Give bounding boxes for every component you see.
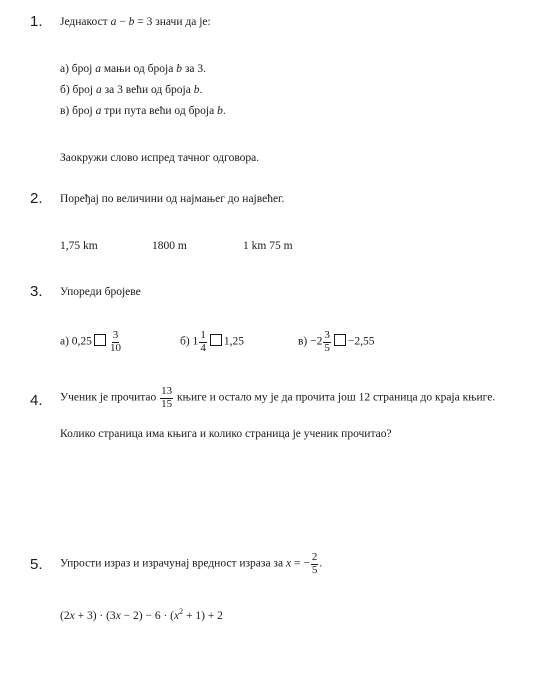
q4-stem: Ученик је прочитао $\frac{13}{15}$ књиге и остало му је да прочита још 12 страница до краја књиге.: [60, 385, 496, 410]
q2-value-2: 1800 m: [152, 240, 187, 252]
fraction: $\frac{1}{4}$: [200, 329, 206, 354]
fraction: $\frac{13}{15}$: [161, 385, 173, 410]
q1-option-a: а) број a мањи од броја b за 3.: [60, 63, 206, 75]
q2-stem: Поређај по величини од најмањег до највећег.: [60, 193, 285, 205]
q2-value-3: 1 km 75 m: [243, 240, 293, 252]
q3-stem: Упореди бројеве: [60, 286, 141, 298]
q3-number: 3.: [30, 283, 43, 300]
q4-question: Колико страница има књига и колико страница је ученик прочитао?: [60, 428, 392, 440]
q3-part-c: в) −2 $\frac{3}{5}$ −2,55: [298, 329, 375, 354]
q1-option-c: в) број a три пута већи од броја b.: [60, 105, 226, 117]
q5-number: 5.: [30, 556, 43, 573]
fraction: $\frac{3}{10}$: [109, 329, 121, 354]
fraction: $\frac{2}{5}$: [311, 551, 318, 576]
q4-number: 4.: [30, 392, 43, 409]
q2-number: 2.: [30, 190, 43, 207]
fraction: $\frac{3}{5}$: [324, 329, 330, 354]
answer-box[interactable]: [94, 334, 106, 346]
q3-part-a: а) 0,25 $\frac{3}{10}$: [60, 329, 121, 354]
q3-part-b: б) 1 $\frac{1}{4}$ 1,25: [180, 329, 244, 354]
q5-stem: Упрости израз и израчунај вредност израза за x = − $\frac{2}{5}$ .: [60, 551, 323, 576]
q1-instruction: Заокружи слово испред тачног одговора.: [60, 152, 260, 164]
q5-expression: $(2x + 3) \cdot (3x - 2) - 6 \cdot (x^2 + 1) + 2$: [60, 607, 223, 622]
answer-box[interactable]: [334, 334, 346, 346]
answer-box[interactable]: [210, 334, 222, 346]
q1-stem: Једнакост a − b = 3 значи да је:: [60, 16, 211, 28]
q1-option-b: б) број a за 3 већи од броја b.: [60, 84, 203, 96]
q2-value-1: 1,75 km: [60, 240, 98, 252]
q1-number: 1.: [30, 13, 43, 30]
